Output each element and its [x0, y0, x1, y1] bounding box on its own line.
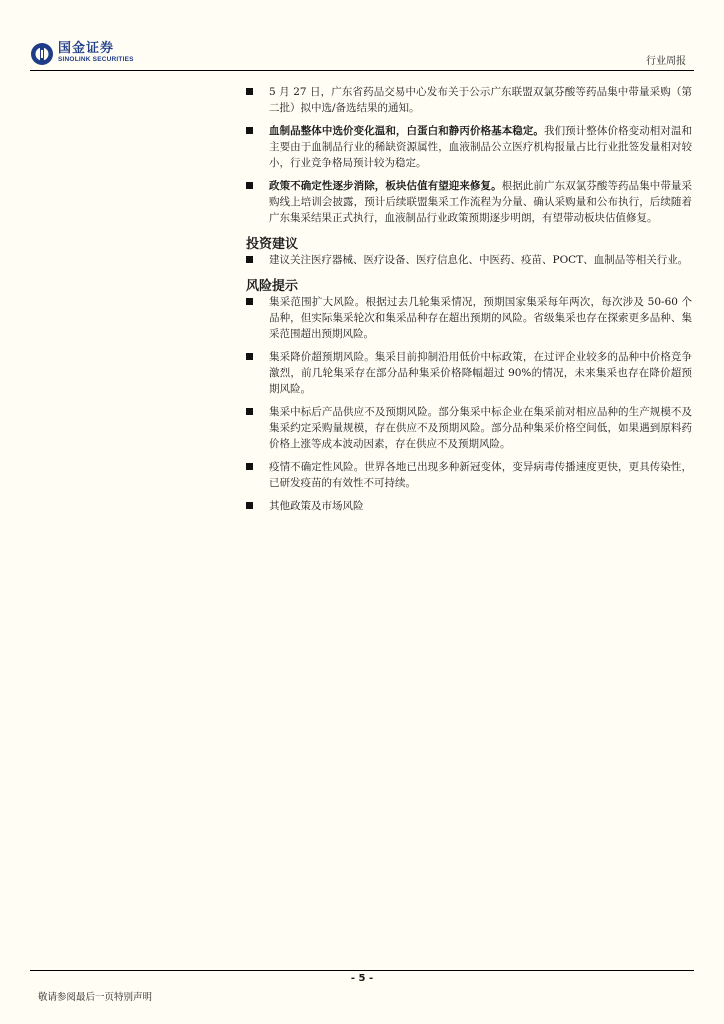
news-bullet-list [246, 84, 692, 226]
square-bullet-icon [246, 298, 253, 305]
page-header [30, 38, 694, 71]
bullet-lead: 血制品整体中选价变化温和，白蛋白和静丙价格基本稳定。 [269, 125, 544, 137]
risk-bullet-list [246, 294, 692, 514]
bullet-item [246, 84, 692, 116]
square-bullet-icon [246, 127, 253, 134]
logo-english-name: SINOLINK SECURITIES [58, 56, 134, 63]
bullet-item [246, 123, 692, 171]
bullet-item [246, 459, 692, 491]
square-bullet-icon [246, 353, 253, 360]
footer-disclaimer: 敬请参阅最后一页特别声明 [38, 992, 153, 1003]
bullet-text: 其他政策及市场风险 [269, 500, 364, 512]
bullet-item [246, 294, 692, 342]
square-bullet-icon [246, 502, 253, 509]
bullet-item [246, 178, 692, 226]
square-bullet-icon [246, 256, 253, 263]
bullet-text: 疫情不确定性风险。世界各地已出现多种新冠变体，变异病毒传播速度更快，更具传染性，已研发疫苗的有效性不可持续。 [269, 461, 692, 489]
bullet-text: 集采降价超预期风险。集采目前抑制沿用低价中标政策，在过评企业较多的品种中价格竞争激烈，前几轮集采存在部分品种集采价格降幅超过 90%的情况，未来集采也存在降价超预期风险。 [269, 351, 692, 395]
bullet-text: 根据此前广东双氯芬酸等药品集中带量采购线上培训会披露，预计后续联盟集采工作流程为分量、确认采购量和公布执行，后续随着广东集采结果正式执行，血液制品行业政策预期逐步明朗，有望带动板块估值修复。 [269, 180, 693, 224]
footer-divider [30, 970, 694, 971]
bullet-text: 5 月 27 日，广东省药品交易中心发布关于公示广东联盟双氯芬酸等药品集中带量采购（第二批）拟中选/备选结果的通知。 [269, 86, 692, 114]
bullet-text: 集采中标后产品供应不及预期风险。部分集采中标企业在集采前对相应品种的生产规模不及集采约定采购量规模，存在供应不及预期风险。部分品种集采价格空间低，如果遇到原料药价格上涨等成本波动因素，存在供应不及预期风险。 [269, 406, 692, 450]
bullet-item [246, 404, 692, 452]
report-body [246, 84, 692, 521]
square-bullet-icon [246, 88, 253, 95]
section-title-investment: 投资建议 [246, 237, 299, 252]
logo-chinese-name: 国金证券 [58, 41, 115, 56]
section-title-risk: 风险提示 [246, 279, 299, 294]
bullet-item [246, 498, 692, 514]
square-bullet-icon [246, 408, 253, 415]
report-type-label: 行业周报 [646, 56, 686, 67]
bullet-text: 我们预计整体价格变动相对温和主要由于血制品行业的稀缺资源属性，血液制品公立医疗机构报量占比行业批签发量相对较小，行业竞争格局预计较为稳定。 [269, 125, 692, 169]
bullet-lead: 政策不确定性逐步消除，板块估值有望迎来修复。 [269, 180, 502, 192]
bullet-text: 集采范围扩大风险。根据过去几轮集采情况，预期国家集采每年两次，每次涉及 50-60 个品种，但实际集采轮次和集采品种存在超出预期的风险。省级集采也存在探索更多品种、集采范围超出预期风险。 [269, 296, 692, 340]
square-bullet-icon [246, 463, 253, 470]
company-logo [30, 42, 134, 68]
square-bullet-icon [246, 182, 253, 189]
bullet-item [246, 252, 692, 268]
page-number: - 5 - [350, 973, 374, 984]
bullet-item [246, 349, 692, 397]
sinolink-logo-icon [30, 42, 54, 66]
bullet-text: 建议关注医疗器械、医疗设备、医疗信息化、中医药、疫苗、POCT、血制品等相关行业。 [269, 254, 689, 266]
investment-bullet-list [246, 252, 692, 268]
